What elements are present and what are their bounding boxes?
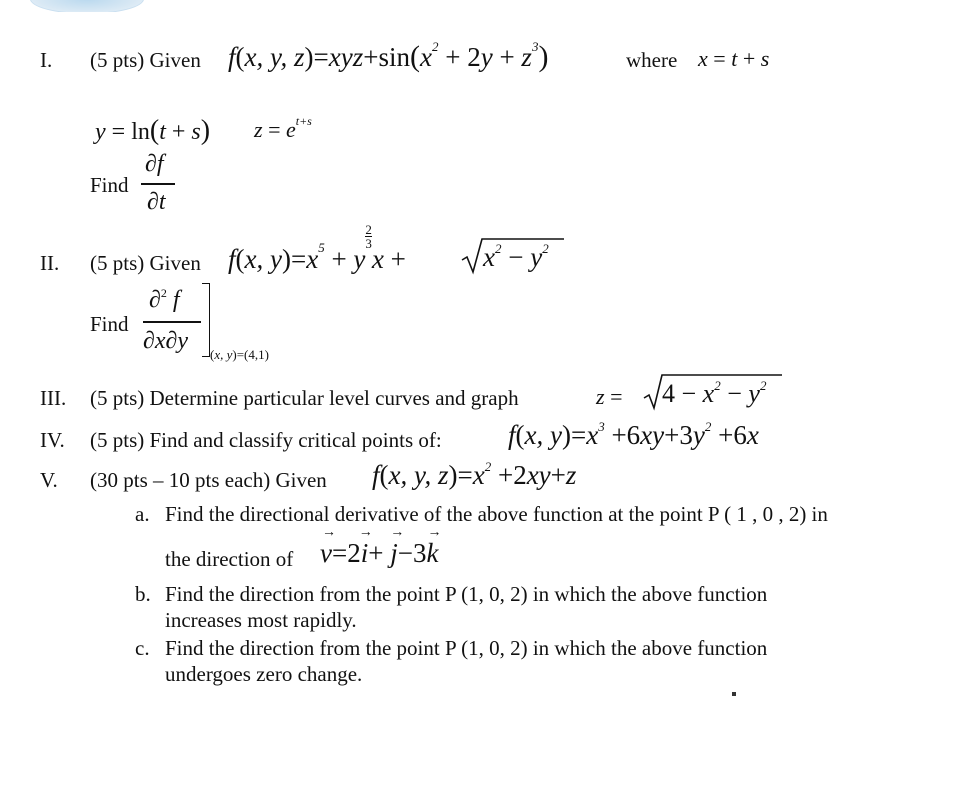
evaluation-bracket xyxy=(202,283,210,357)
part-a-line2: the direction of xyxy=(165,547,294,571)
radicand: $x^2 - y^2$ xyxy=(483,241,549,272)
z-equals: z = xyxy=(596,384,623,409)
z-definition: $z = e^{t+s}$ xyxy=(254,114,312,142)
function-expression: f(x, y, $z)=x^2 +2xy+z$ xyxy=(372,459,577,490)
problem-lead: (30 pts – 10 pts each) Given xyxy=(90,468,327,492)
part-c-line1: Find the direction from the point P (1, 0, 2) in which the above function xyxy=(165,636,768,660)
where-expression: x = t + s xyxy=(698,46,770,71)
part-b-line1: Find the direction from the point P (1, 0, 2) in which the above function xyxy=(165,582,768,606)
partial-f-numerator: ∂f xyxy=(145,151,164,177)
part-b-line2: increases most rapidly. xyxy=(165,608,357,632)
partial-t-denominator: ∂t xyxy=(147,189,166,215)
function-expression: f(x, $y)=x^3 +6xy+3y^2 +6x$ xyxy=(508,419,759,450)
part-label: c. xyxy=(135,636,150,660)
where-label: where xyxy=(626,48,678,72)
problem-numeral: II. xyxy=(40,251,60,275)
mixed-partial-numerator: ∂$^2$ f xyxy=(149,286,180,313)
y-definition: y = ln(t + s) xyxy=(95,115,211,146)
fraction-bar xyxy=(141,183,175,185)
problem-lead: (5 pts) Given xyxy=(90,48,201,72)
radicand: $4 - x^2 - y^2$ xyxy=(662,378,767,408)
direction-vector: v → =2i → + j → −3k → xyxy=(320,525,442,568)
mixed-partial-denominator: ∂x∂y xyxy=(143,328,189,354)
problem-text: (5 pts) Find and classify critical points of: xyxy=(90,428,442,452)
problem-numeral: V. xyxy=(40,468,58,492)
problem-lead: (5 pts) Given xyxy=(90,251,201,275)
function-expression: f(x, y, $z)=xyz+\sin(x^2 + 2y + z^3)$ xyxy=(228,39,549,73)
university-logo xyxy=(24,0,150,12)
stray-mark xyxy=(732,692,736,696)
part-c-line2: undergoes zero change. xyxy=(165,662,363,686)
problem-numeral: I. xyxy=(40,48,53,72)
problem-numeral: IV. xyxy=(40,428,65,452)
find-label: Find xyxy=(90,173,129,197)
find-label: Find xyxy=(90,312,129,336)
part-label: b. xyxy=(135,582,151,606)
part-label: a. xyxy=(135,502,150,526)
function-expression: f(x, $y)=x^5 + y2$ 3x + xyxy=(228,222,406,274)
part-a-line1: Find the directional derivative of the above function at the point P ( 1 , 0 , 2) in xyxy=(165,502,828,526)
problem-text: (5 pts) Determine particular level curves and graph xyxy=(90,386,519,410)
fraction-bar xyxy=(143,321,201,323)
problem-numeral: III. xyxy=(40,386,67,410)
evaluation-point: (x, y)=(4,1) xyxy=(210,347,269,362)
